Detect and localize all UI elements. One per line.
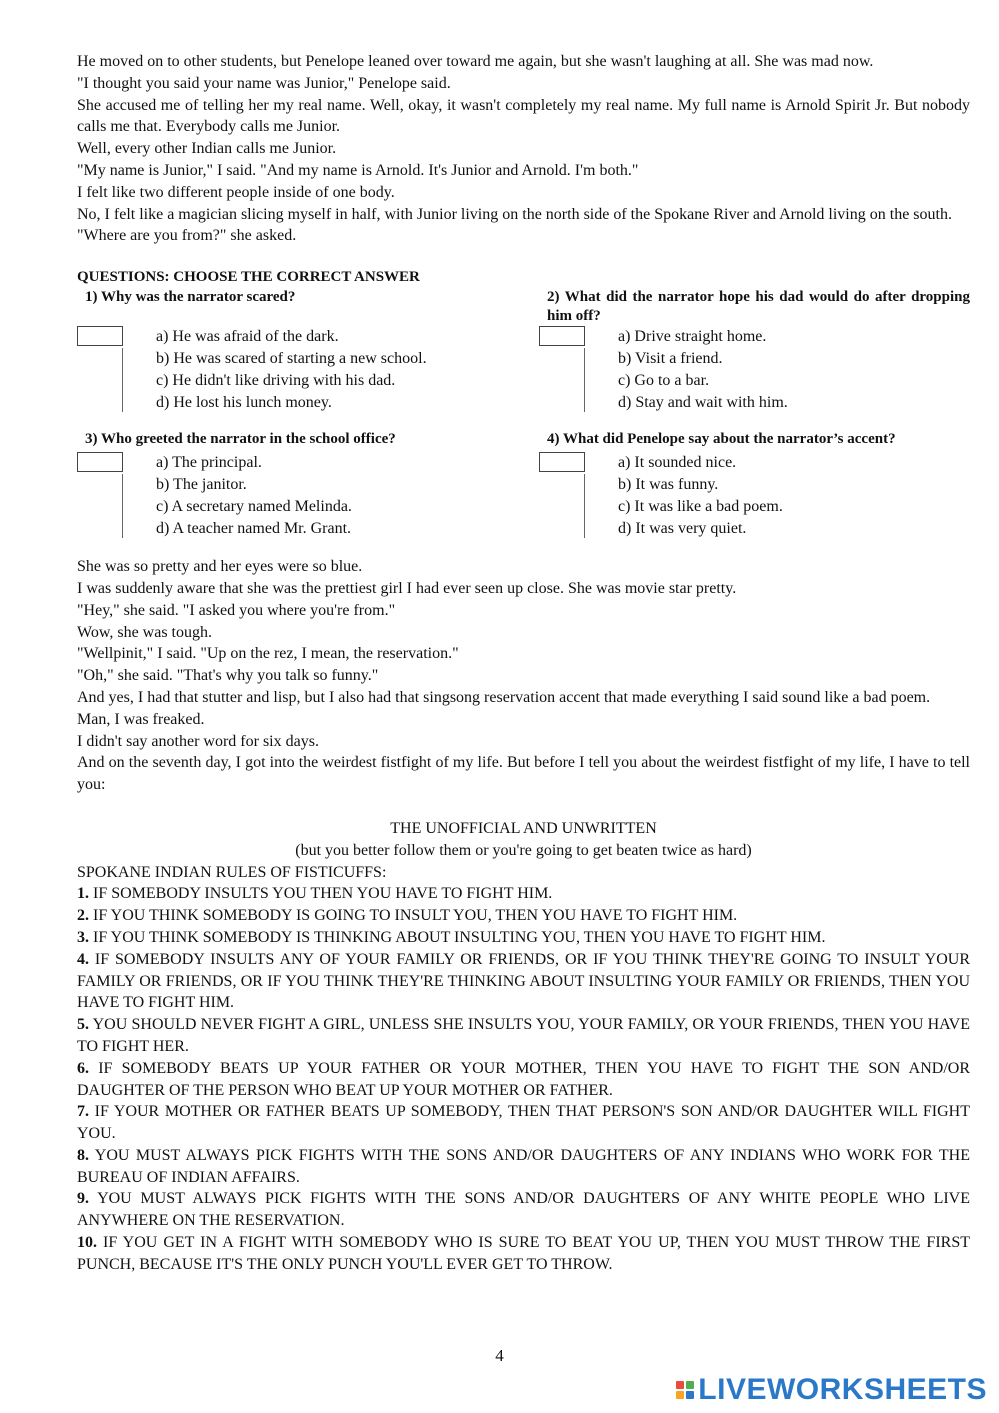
- liveworksheets-brand[interactable]: [676, 1373, 987, 1407]
- rules-list: [77, 883, 970, 1275]
- answer-option: b) It was funny.: [618, 476, 719, 494]
- story-paragraph: No, I felt like a magician slicing myself in half, with Junior living on the north side of the Spokane River and Arnold living on the south.: [77, 205, 952, 223]
- story-paragraph: I felt like two different people inside of one body.: [77, 183, 395, 201]
- rule-number: 2.: [77, 907, 89, 925]
- answer-option: b) He was scared of starting a new school.: [156, 350, 427, 368]
- rule-text: IF YOUR MOTHER OR FATHER BEATS UP SOMEBODY, THEN THAT PERSON'S SON AND/OR DAUGHTER WILL FIGHT YOU.: [77, 1103, 970, 1143]
- rule-number: 8.: [77, 1146, 89, 1164]
- answer-option: c) It was like a bad poem.: [618, 498, 783, 516]
- question-2: [547, 288, 970, 414]
- story-paragraph: He moved on to other students, but Penelope leaned over toward me again, but she wasn't laughing at all. She was mad now.: [77, 53, 874, 70]
- rule-text: IF SOMEBODY INSULTS YOU THEN YOU HAVE TO FIGHT HIM.: [89, 885, 553, 903]
- answer-column-divider: [584, 474, 585, 538]
- answer-option: b) The janitor.: [156, 476, 247, 494]
- rule-item: [77, 1101, 970, 1145]
- question-title: 2) What did the narrator hope his dad would do after dropping him off?: [547, 289, 970, 325]
- question-title: 3) Who greeted the narrator in the school office?: [85, 431, 396, 448]
- story-paragraph: Wow, she was tough.: [77, 623, 212, 641]
- story-paragraph: And yes, I had that stutter and lisp, but I also had that singsong reservation accent that made everything I said sound like a bad poem.: [77, 688, 931, 706]
- story-paragraph: "Hey," she said. "I asked you where you're from.": [77, 601, 396, 619]
- worksheet-page: [77, 51, 970, 1276]
- story-paragraph: "My name is Junior," I said. "And my name is Arnold. It's Junior and Arnold. I'm both.": [77, 161, 639, 179]
- rule-text: IF YOU THINK SOMEBODY IS THINKING ABOUT INSULTING YOU, THEN YOU HAVE TO FIGHT HIM.: [89, 928, 826, 946]
- answer-option: d) A teacher named Mr. Grant.: [156, 520, 352, 538]
- story-paragraph: I didn't say another word for six days.: [77, 732, 319, 750]
- rule-item: [77, 1145, 970, 1189]
- rule-number: 6.: [77, 1059, 89, 1077]
- answer-option: d) It was very quiet.: [618, 520, 747, 538]
- liveworksheets-logo-icon: [676, 1381, 694, 1399]
- rule-item: [77, 1014, 970, 1058]
- rules-subtitle: (but you better follow them or you're going to get beaten twice as hard): [295, 841, 752, 859]
- answer-column-divider: [122, 474, 123, 538]
- question-1: [77, 288, 547, 414]
- rule-number: 7.: [77, 1103, 89, 1121]
- rule-text: YOU SHOULD NEVER FIGHT A GIRL, UNLESS SHE INSULTS YOU, YOUR FAMILY, OR YOUR FRIENDS, THEN YOU HAVE TO FIGHT HER.: [77, 1016, 970, 1055]
- rule-number: 1.: [77, 885, 89, 903]
- rule-number: 9.: [77, 1190, 89, 1208]
- answer-option: c) Go to a bar.: [618, 372, 710, 390]
- answer-input-box[interactable]: [539, 452, 585, 472]
- rule-item: [77, 927, 970, 949]
- rule-item: [77, 883, 970, 905]
- rules-title: THE UNOFFICIAL AND UNWRITTEN: [390, 819, 657, 837]
- question-title: 1) Why was the narrator scared?: [85, 289, 296, 306]
- question-options: [77, 326, 547, 414]
- rule-number: 10.: [77, 1234, 97, 1252]
- answer-option: a) He was afraid of the dark.: [156, 328, 339, 346]
- answer-input-box[interactable]: [539, 326, 585, 346]
- answer-option: d) He lost his lunch money.: [156, 394, 332, 412]
- rule-text: IF SOMEBODY INSULTS ANY OF YOUR FAMILY OR FRIENDS, OR IF YOU THINK THEY'RE GOING TO INSULT YOUR FAMILY OR FRIENDS, OR IF YOU THINK THEY'RE THINKING ABOUT INSULTING YOUR FAMILY OR FRIENDS, THEN YOU HAVE TO FIGHT HIM.: [77, 950, 970, 1012]
- rule-item: [77, 949, 970, 1014]
- question-options: [77, 452, 547, 540]
- question-3: [77, 430, 547, 540]
- rule-text: YOU MUST ALWAYS PICK FIGHTS WITH THE SONS AND/OR DAUGHTERS OF ANY WHITE PEOPLE WHO LIVE ANYWHERE ON THE RESERVATION.: [77, 1190, 970, 1230]
- rule-number: 3.: [77, 928, 89, 946]
- answer-option: c) He didn't like driving with his dad.: [156, 372, 396, 390]
- rule-text: YOU MUST ALWAYS PICK FIGHTS WITH THE SONS AND/OR DAUGHTERS OF ANY INDIANS WHO WORK FOR THE BUREAU OF INDIAN AFFAIRS.: [77, 1146, 970, 1186]
- answer-option: b) Visit a friend.: [618, 350, 723, 368]
- page-number: 4: [495, 1346, 504, 1365]
- story-paragraph: Well, every other Indian calls me Junior.: [77, 140, 337, 158]
- question-title: 4) What did Penelope say about the narrator’s accent?: [547, 431, 896, 448]
- answer-column-divider: [122, 348, 123, 412]
- story-paragraph: And on the seventh day, I got into the weirdest fistfight of my life. But before I tell you about the weirdest fistfight of my life, I have to tell you:: [77, 754, 970, 794]
- answer-input-box[interactable]: [77, 452, 123, 472]
- rules-heading: SPOKANE INDIAN RULES OF FISTICUFFS:: [77, 863, 387, 881]
- story-paragraph: She was so pretty and her eyes were so blue.: [77, 558, 363, 576]
- story-paragraph: "Where are you from?" she asked.: [77, 227, 297, 245]
- answer-option: a) It sounded nice.: [618, 454, 737, 472]
- questions-grid: [77, 288, 970, 540]
- story-paragraph: "Wellpinit," I said. "Up on the rez, I mean, the reservation.": [77, 645, 459, 663]
- question-options: [539, 452, 970, 540]
- story-paragraph: Man, I was freaked.: [77, 710, 205, 728]
- rule-text: IF YOU THINK SOMEBODY IS GOING TO INSULT YOU, THEN YOU HAVE TO FIGHT HIM.: [89, 907, 738, 925]
- rule-text: IF SOMEBODY BEATS UP YOUR FATHER OR YOUR MOTHER, THEN YOU HAVE TO FIGHT THE SON AND/OR DAUGHTER OF THE PERSON WHO BEAT UP YOUR MOTHER OR FATHER.: [77, 1059, 970, 1099]
- rule-item: [77, 1232, 970, 1276]
- questions-header: QUESTIONS: CHOOSE THE CORRECT ANSWER: [77, 269, 420, 286]
- rule-item: [77, 1188, 970, 1232]
- story-paragraph: She accused me of telling her my real name. Well, okay, it wasn't completely my real name. My full name is Arnold Spirit Jr. But nobody calls me that. Everybody calls me Junior.: [77, 96, 970, 136]
- story-top: [77, 51, 970, 247]
- answer-option: c) A secretary named Melinda.: [156, 498, 352, 516]
- question-options: [539, 326, 970, 414]
- story-paragraph: "Oh," she said. "That's why you talk so funny.": [77, 667, 379, 685]
- question-4: [547, 430, 970, 540]
- story-paragraph: "I thought you said your name was Junior," Penelope said.: [77, 74, 451, 92]
- rule-item: [77, 905, 970, 927]
- rule-number: 5.: [77, 1016, 89, 1034]
- answer-option: d) Stay and wait with him.: [618, 394, 788, 412]
- story-bottom: [77, 556, 970, 796]
- story-paragraph: I was suddenly aware that she was the prettiest girl I had ever seen up close. She was movie star pretty.: [77, 579, 737, 597]
- rule-text: IF YOU GET IN A FIGHT WITH SOMEBODY WHO IS SURE TO BEAT YOU UP, THEN YOU MUST THROW THE FIRST PUNCH, BECAUSE IT'S THE ONLY PUNCH YOU'LL EVER GET TO THROW.: [77, 1234, 970, 1273]
- answer-input-box[interactable]: [77, 326, 123, 346]
- answer-option: a) The principal.: [156, 454, 262, 472]
- brand-name: LIVEWORKSHEETS: [698, 1373, 987, 1406]
- answer-option: a) Drive straight home.: [618, 328, 767, 346]
- rule-number: 4.: [77, 950, 89, 968]
- rule-item: [77, 1058, 970, 1102]
- answer-column-divider: [584, 348, 585, 412]
